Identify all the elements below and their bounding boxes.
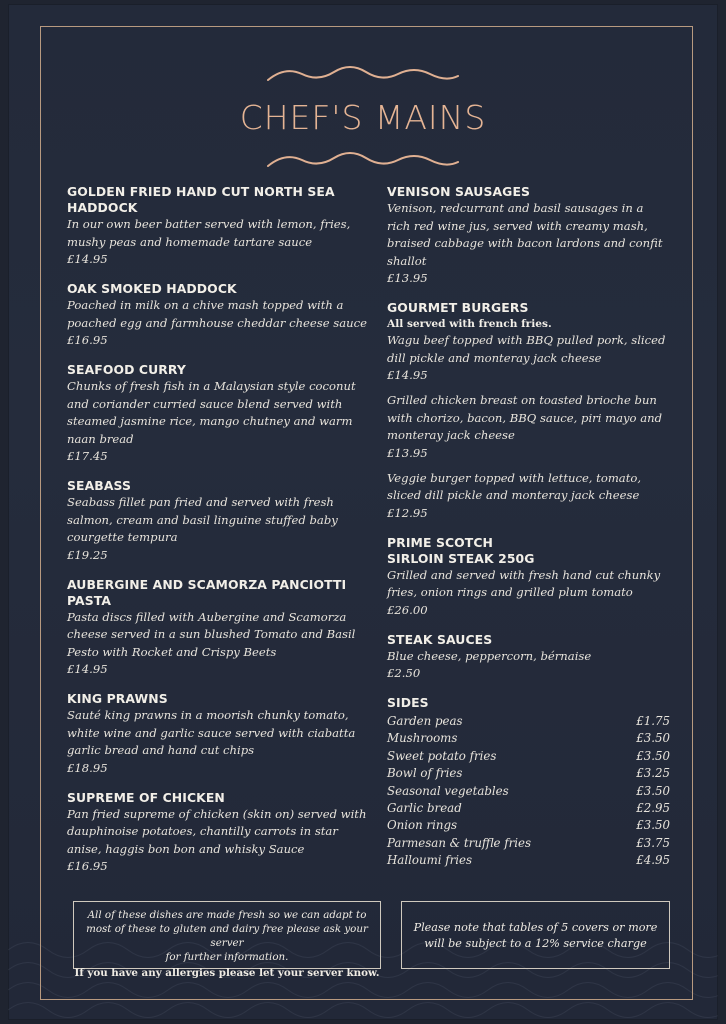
page-title: CHEF'S MAINS [239,98,487,137]
item-description: Chunks of fresh fish in a Malaysian style coconut and coriander curried sauce blend served with steamed jasmine rice, mango chutney and warm naan bread [67,379,356,446]
burger-option [387,470,670,522]
item-description: Grilled chicken breast on toasted brioche bun with chorizo, bacon, BBQ sauce, piri mayo and monteray jack cheese [387,393,663,442]
item-price: £14.95 [67,252,108,266]
service-charge-box [401,901,670,969]
item-description: Pan fried supreme of chicken (skin on) served with dauphinoise potatoes, chantilly carrots in star anise, haggis bon bon and whisky Sauce [67,806,367,856]
side-price: £1.75 [636,714,670,728]
menu-item-seafood-curry [67,362,367,465]
item-price: £14.95 [67,662,108,676]
item-name: AUBERGINE AND SCAMORZA PANCIOTTI PASTA [67,576,347,608]
menu-item-panciotti-pasta [67,577,367,679]
item-name-line2: SIRLOIN STEAK 250G [387,550,535,566]
notice-line: Please note that tables of 5 covers or more [413,921,658,934]
item-price: £12.95 [387,505,428,520]
menu-item-supreme-of-chicken [67,790,367,876]
burger-option [387,332,670,384]
notice-line: for further information. [165,951,289,963]
item-name: OAK SMOKED HADDOCK [67,281,237,296]
notice-line: most of these to gluten and dairy free please ask your server [86,923,368,949]
side-name: Onion rings [387,818,458,833]
menu-item-steak-sauces [387,632,670,683]
left-column [67,184,367,888]
side-price: £3.50 [636,818,670,833]
side-name: Seasonal vegetables [387,783,509,798]
menu-section-sides [387,695,670,870]
allergy-warning: If you have any allergies please let your server know. [74,967,380,979]
item-price: £16.95 [67,859,108,873]
menu-item-oak-smoked-haddock [67,281,367,349]
item-price: £18.95 [67,760,108,775]
item-description: Seabass fillet pan fried and served with fresh salmon, cream and basil linguine stuffed baby courgette tempura [67,495,338,544]
menu-item-seabass [67,478,367,564]
side-row [387,748,670,765]
item-name: KING PRAWNS [67,691,168,706]
side-row [387,800,670,817]
menu-item-venison-sausages [387,184,670,287]
side-row [387,835,670,852]
item-description: Pasta discs filled with Aubergine and Scamorza cheese served in a sun blushed Tomato and Basil Pesto with Rocket and Crispy Beets [67,609,356,659]
side-row [387,852,670,869]
item-name-line1: PRIME SCOTCH [387,534,494,550]
side-name: Garden peas [387,714,463,728]
notice-line: will be subject to a 12% service charge [424,937,647,950]
item-price: £17.45 [67,449,108,463]
item-description: Venison, redcurrant and basil sausages in a rich red wine jus, served with creamy mash, braised cabbage with bacon lardons and confit shallot [387,201,663,268]
side-name: Mushrooms [387,731,458,746]
sides-heading: SIDES [387,695,429,710]
menu-item-haddock [67,184,367,268]
sides-list [387,713,670,870]
right-column [387,184,670,883]
top-wave-ornament-line [0,60,726,100]
item-description: Veggie burger topped with lettuce, tomato, sliced dill pickle and monteray jack cheese [387,470,642,502]
item-name: GOURMET BURGERS [387,300,529,315]
burger-note: All served with french fries. [387,318,552,330]
item-name: GOLDEN FRIED HAND CUT NORTH SEA HADDOCK [67,184,335,215]
side-price: £3.50 [636,748,670,763]
item-description: Poached in milk on a chive mash topped with a poached egg and farmhouse cheddar cheese sauce [67,298,367,330]
item-name: SEAFOOD CURRY [67,362,186,377]
side-name: Sweet potato fries [387,748,497,763]
side-price: £3.50 [636,731,670,746]
side-price: £4.95 [636,853,670,868]
side-name: Bowl of fries [387,766,463,781]
item-price: £16.95 [67,333,108,347]
item-price: £2.50 [387,666,421,680]
side-price: £3.75 [636,835,670,850]
side-row [387,783,670,800]
item-name: STEAK SAUCES [387,631,493,647]
bottom-wave-ornament [0,140,726,180]
side-row [387,765,670,782]
side-row [387,713,670,730]
burger-option [387,392,670,462]
item-description: Grilled and served with fresh hand cut chunky fries, onion rings and grilled plum tomato [387,567,661,599]
item-description: Wagu beef topped with BBQ pulled pork, sliced dill pickle and monteray jack cheese [387,333,666,365]
menu-item-sirloin-steak [387,535,670,619]
item-description: Blue cheese, peppercorn, bérnaise [387,648,592,663]
item-name: VENISON SAUSAGES [387,184,531,199]
item-price: £26.00 [387,602,428,617]
notice-line: All of these dishes are made fresh so we can adapt to [87,909,367,921]
side-price: £3.50 [636,783,670,798]
item-description: Sauté king prawns in a moorish chunky tomato, white wine and garlic sauce served with ciabatta garlic bread and hand cut chips [67,708,356,757]
item-name: SEABASS [67,478,132,493]
side-price: £3.25 [636,766,670,781]
item-description: In our own beer batter served with lemon, fries, mushy peas and homemade tartare sauce [67,217,351,249]
item-price: £14.95 [387,368,428,382]
allergy-notice-box [73,901,381,979]
item-price: £13.95 [387,445,428,460]
side-row [387,730,670,747]
item-price: £19.25 [67,547,108,562]
menu-item-gourmet-burgers [387,300,670,522]
side-name: Halloumi fries [387,853,473,868]
side-price: £2.95 [636,801,670,816]
side-name: Garlic bread [387,801,462,816]
item-price: £13.95 [387,271,428,285]
menu-item-king-prawns [67,691,367,777]
item-name: SUPREME OF CHICKEN [67,789,225,805]
side-row [387,817,670,834]
side-name: Parmesan & truffle fries [387,835,532,850]
